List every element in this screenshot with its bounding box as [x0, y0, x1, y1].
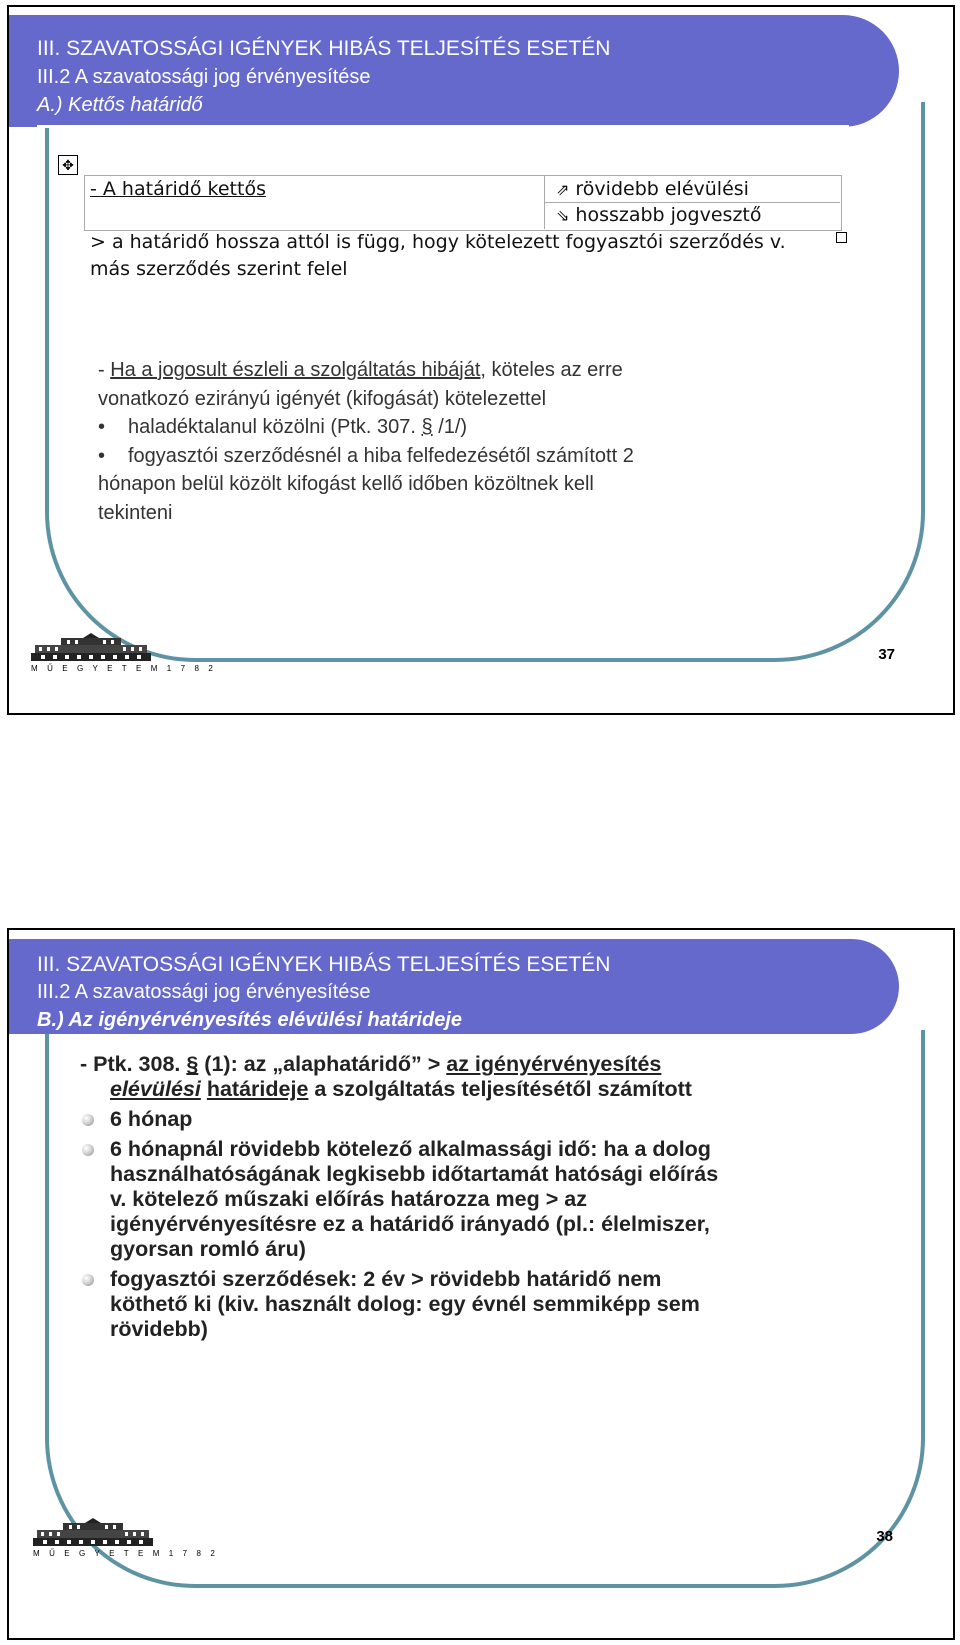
logo-caption: M Ű E G Y E T E M 1 7 8 2 — [31, 664, 217, 673]
building-logo-icon — [31, 633, 151, 663]
embedded-option-short: ⇗ rövidebb elévülési — [556, 178, 749, 200]
university-logo — [33, 1518, 219, 1558]
body-line: - Ptk. 308. § (1): az „alaphatáridő” > az igényérvényesítés — [80, 1052, 662, 1076]
slide-header — [9, 939, 899, 1034]
header-subtitle: III.2 A szavatossági jog érvényesítése — [37, 66, 371, 88]
body-line: hónapon belül közölt kifogást kellő időben közöltnek kell — [98, 473, 594, 495]
bullet-item: • haladéktalanul közölni (Ptk. 307. § /1/) — [98, 416, 468, 438]
embedded-note: > a határidő hossza attól is függ, hogy kötelezett fogyasztói szerződés v. — [90, 231, 786, 253]
embedded-option-long: ⇘ hosszabb jogvesztő — [556, 204, 762, 226]
arrow-up-right-icon: ⇗ — [556, 180, 570, 199]
bullet-item: 6 hónapnál rövidebb kötelező alkalmassági idő: ha a dolog használhatóságának legkisebb időtartamát hatósági előírás v. kötelező műszaki előírás határozza meg > az igényérvényesítésre ez a határidő irányadó (pl.: élelmiszer, gyorsan romló áru) — [80, 1137, 840, 1262]
body-line: elévülési határideje a szolgáltatás teljesítésétől számított — [110, 1077, 692, 1101]
bullet-item: • fogyasztói szerződésnél a hiba felfedezésétől számított 2 — [98, 444, 634, 467]
building-logo-icon — [33, 1518, 153, 1548]
move-handle-icon[interactable]: ✥ — [58, 155, 78, 175]
arrow-down-right-icon: ⇘ — [556, 206, 570, 225]
bullet-icon — [82, 1274, 94, 1286]
logo-caption: M Ű E G Y E T E M 1 7 8 2 — [33, 1549, 219, 1558]
embedded-note: más szerződés szerint felel — [90, 258, 348, 280]
header-title: III. SZAVATOSSÁGI IGÉNYEK HIBÁS TELJESÍTÉS ESETÉN — [37, 953, 611, 976]
slide-37-footer — [7, 5, 955, 715]
header-section: A.) Kettős határidő — [37, 94, 203, 116]
header-section: B.) Az igényérvényesítés elévülési határideje — [37, 1009, 463, 1031]
body-line: vonatkozó ezirányú igényét (kifogását) kötelezettel — [98, 387, 547, 410]
bullet-icon — [82, 1114, 94, 1126]
page-number: 38 — [876, 1528, 893, 1545]
bullet-item: fogyasztói szerződések: 2 év > rövidebb határidő nem köthető ki (kiv. használt dolog: egy évnél semmiképp sem rövidebb) — [80, 1267, 840, 1342]
header-title: III. SZAVATOSSÁGI IGÉNYEK HIBÁS TELJESÍTÉS ESETÉN — [37, 37, 611, 60]
embedded-label: - A határidő kettős — [90, 178, 266, 200]
body-line: tekinteni — [98, 501, 173, 524]
page-number: 37 — [878, 646, 895, 663]
university-logo — [31, 633, 217, 673]
bullet-icon — [82, 1144, 94, 1156]
slide-body — [80, 1052, 840, 1342]
bullet-item: 6 hónap — [80, 1107, 840, 1132]
header-subtitle: III.2 A szavatossági jog érvényesítése — [37, 981, 371, 1003]
body-line: - Ha a jogosult észleli a szolgáltatás hibáját, köteles az erre — [98, 359, 623, 381]
